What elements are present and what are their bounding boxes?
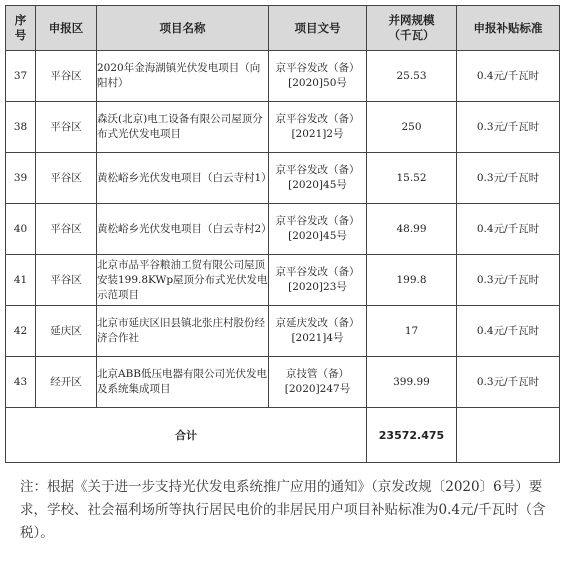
- cell-district: 平谷区: [36, 153, 97, 204]
- cell-document-no: 京延庆发改（备）[2021]4号: [269, 306, 367, 357]
- footnote: 注：根据《关于进一步支持光伏发电系统推广应用的通知》（京发改规〔2020〕6号）要求，学校、社会福利场所等执行居民电价的非居民用户项目补贴标准为0.4元/千瓦时（含税）。: [20, 479, 546, 541]
- cell-standard: 0.4元/千瓦时: [457, 204, 560, 255]
- cell-project-name: 2020年金海湖镇光伏发电项目（向阳村）: [97, 51, 269, 102]
- total-value: 23572.475: [367, 408, 457, 463]
- cell-standard: 0.3元/千瓦时: [457, 102, 560, 153]
- cell-standard: 0.3元/千瓦时: [457, 255, 560, 306]
- cell-index: 39: [6, 153, 36, 204]
- header-document-no: 项目文号: [269, 6, 367, 51]
- table-row: [6, 255, 560, 306]
- cell-document-no: 京平谷发改（备）[2020]50号: [269, 51, 367, 102]
- cell-project-name: 北京市品平谷粮油工贸有限公司屋顶安装199.8KWp屋顶分布式光伏发电示范项目: [97, 255, 269, 306]
- header-row: [6, 6, 560, 51]
- cell-standard: 0.4元/千瓦时: [457, 306, 560, 357]
- cell-standard: 0.4元/千瓦时: [457, 51, 560, 102]
- cell-capacity: 17: [367, 306, 457, 357]
- cell-project-name: 北京市延庆区旧县镇北张庄村股份经济合作社: [97, 306, 269, 357]
- cell-index: 41: [6, 255, 36, 306]
- table-row: [6, 51, 560, 102]
- cell-document-no: 京技管（备）[2020]247号: [269, 357, 367, 408]
- table-row: [6, 153, 560, 204]
- header-capacity: 并网规模（千瓦）: [367, 6, 457, 51]
- cell-document-no: 京平谷发改（备）[2020]23号: [269, 255, 367, 306]
- total-empty-cell: [457, 408, 560, 463]
- total-row: [6, 408, 560, 463]
- cell-capacity: 399.99: [367, 357, 457, 408]
- table-row: [6, 204, 560, 255]
- cell-index: 40: [6, 204, 36, 255]
- cell-district: 平谷区: [36, 204, 97, 255]
- subsidy-table: [5, 5, 560, 463]
- header-standard: 申报补贴标准: [457, 6, 560, 51]
- cell-document-no: 京平谷发改（备）[2021]2号: [269, 102, 367, 153]
- cell-document-no: 京平谷发改（备）[2020]45号: [269, 153, 367, 204]
- cell-district: 平谷区: [36, 51, 97, 102]
- cell-district: 经开区: [36, 357, 97, 408]
- cell-standard: 0.3元/千瓦时: [457, 153, 560, 204]
- table-row: [6, 357, 560, 408]
- cell-capacity: 250: [367, 102, 457, 153]
- cell-document-no: 京平谷发改（备）[2020]45号: [269, 204, 367, 255]
- header-project-name: 项目名称: [97, 6, 269, 51]
- cell-capacity: 48.99: [367, 204, 457, 255]
- cell-capacity: 15.52: [367, 153, 457, 204]
- cell-project-name: 黄松峪乡光伏发电项目（白云寺村2）: [97, 204, 269, 255]
- table-row: [6, 306, 560, 357]
- cell-project-name: 黄松峪乡光伏发电项目（白云寺村1）: [97, 153, 269, 204]
- cell-project-name: 森沃(北京)电工设备有限公司屋顶分布式光伏发电项目: [97, 102, 269, 153]
- cell-index: 43: [6, 357, 36, 408]
- total-label: 合计: [6, 408, 367, 463]
- cell-capacity: 199.8: [367, 255, 457, 306]
- cell-district: 延庆区: [36, 306, 97, 357]
- cell-index: 42: [6, 306, 36, 357]
- header-index: 序号: [6, 6, 36, 51]
- cell-standard: 0.3元/千瓦时: [457, 357, 560, 408]
- header-district: 申报区: [36, 6, 97, 51]
- table-row: [6, 102, 560, 153]
- cell-district: 平谷区: [36, 255, 97, 306]
- cell-capacity: 25.53: [367, 51, 457, 102]
- cell-index: 37: [6, 51, 36, 102]
- cell-district: 平谷区: [36, 102, 97, 153]
- cell-index: 38: [6, 102, 36, 153]
- cell-project-name: 北京ABB低压电器有限公司光伏发电及系统集成项目: [97, 357, 269, 408]
